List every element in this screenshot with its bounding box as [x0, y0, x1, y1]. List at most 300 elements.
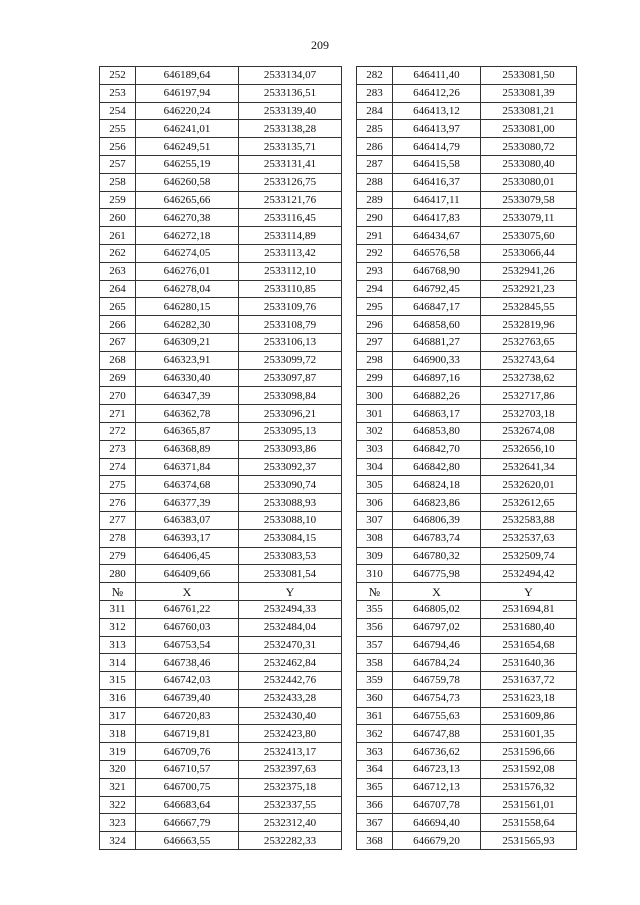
right-y-coordinate: 2531694,81: [481, 600, 577, 618]
left-x-coordinate: 646760,03: [136, 618, 239, 636]
left-y-coordinate: 2533098,84: [239, 387, 342, 405]
column-gap: [342, 351, 357, 369]
table-row: [100, 155, 577, 173]
right-x-coordinate: 646882,26: [393, 387, 481, 405]
left-x-coordinate: 646368,89: [136, 440, 239, 458]
left-y-coordinate: 2533108,79: [239, 316, 342, 334]
left-y-coordinate: 2533139,40: [239, 102, 342, 120]
column-gap: [342, 707, 357, 725]
column-gap: [342, 636, 357, 654]
column-gap: [342, 494, 357, 512]
column-gap: [342, 84, 357, 102]
right-point-number: 366: [357, 796, 393, 814]
right-x-coordinate: 646759,78: [393, 672, 481, 690]
left-x-coordinate: 646371,84: [136, 458, 239, 476]
table-row: [100, 778, 577, 796]
right-y-coordinate: 2531596,66: [481, 743, 577, 761]
column-gap: [342, 672, 357, 690]
left-x-header: X: [136, 583, 239, 601]
right-x-coordinate: 646775,98: [393, 565, 481, 583]
column-gap: [342, 743, 357, 761]
left-point-number: 253: [100, 84, 136, 102]
table-row: [100, 67, 577, 85]
column-gap: [342, 333, 357, 351]
column-gap: [342, 67, 357, 85]
left-point-number: 258: [100, 173, 136, 191]
left-number-header: №: [100, 583, 136, 601]
table-row: [100, 138, 577, 156]
column-gap: [342, 583, 357, 601]
right-x-coordinate: 646784,24: [393, 654, 481, 672]
column-gap: [342, 120, 357, 138]
left-x-coordinate: 646383,07: [136, 511, 239, 529]
right-point-number: 294: [357, 280, 393, 298]
left-x-coordinate: 646220,24: [136, 102, 239, 120]
right-point-number: 295: [357, 298, 393, 316]
right-x-coordinate: 646679,20: [393, 832, 481, 850]
left-x-coordinate: 646663,55: [136, 832, 239, 850]
table-row: [100, 600, 577, 618]
right-y-coordinate: 2531637,72: [481, 672, 577, 690]
column-gap: [342, 316, 357, 334]
left-y-coordinate: 2533088,10: [239, 511, 342, 529]
left-x-coordinate: 646274,05: [136, 244, 239, 262]
left-y-coordinate: 2532312,40: [239, 814, 342, 832]
left-y-coordinate: 2533093,86: [239, 440, 342, 458]
left-x-coordinate: 646280,15: [136, 298, 239, 316]
right-point-number: 301: [357, 405, 393, 423]
left-point-number: 320: [100, 761, 136, 779]
left-y-coordinate: 2532337,55: [239, 796, 342, 814]
right-y-coordinate: 2531558,64: [481, 814, 577, 832]
right-y-coordinate: 2532656,10: [481, 440, 577, 458]
column-gap: [342, 529, 357, 547]
right-y-coordinate: 2532845,55: [481, 298, 577, 316]
left-point-number: 278: [100, 529, 136, 547]
right-x-coordinate: 646768,90: [393, 262, 481, 280]
left-x-coordinate: 646323,91: [136, 351, 239, 369]
column-gap: [342, 796, 357, 814]
left-point-number: 312: [100, 618, 136, 636]
right-x-coordinate: 646842,70: [393, 440, 481, 458]
right-x-coordinate: 646747,88: [393, 725, 481, 743]
right-point-number: 284: [357, 102, 393, 120]
column-gap: [342, 689, 357, 707]
table-row: [100, 476, 577, 494]
left-y-coordinate: 2533110,85: [239, 280, 342, 298]
right-y-coordinate: 2532921,23: [481, 280, 577, 298]
table-row: [100, 244, 577, 262]
left-point-number: 323: [100, 814, 136, 832]
right-x-coordinate: 646694,40: [393, 814, 481, 832]
right-y-coordinate: 2532509,74: [481, 547, 577, 565]
right-point-number: 367: [357, 814, 393, 832]
right-y-coordinate: 2532763,65: [481, 333, 577, 351]
left-x-coordinate: 646374,68: [136, 476, 239, 494]
left-x-coordinate: 646393,17: [136, 529, 239, 547]
left-point-number: 259: [100, 191, 136, 209]
left-y-coordinate: 2533135,71: [239, 138, 342, 156]
table-row: [100, 440, 577, 458]
left-y-coordinate: 2533121,76: [239, 191, 342, 209]
right-point-number: 365: [357, 778, 393, 796]
left-y-coordinate: 2533090,74: [239, 476, 342, 494]
left-point-number: 256: [100, 138, 136, 156]
left-y-coordinate: 2533109,76: [239, 298, 342, 316]
left-x-coordinate: 646282,30: [136, 316, 239, 334]
right-point-number: 304: [357, 458, 393, 476]
left-y-coordinate: 2532470,31: [239, 636, 342, 654]
left-y-coordinate: 2532397,63: [239, 761, 342, 779]
left-x-coordinate: 646270,38: [136, 209, 239, 227]
table-row: [100, 618, 577, 636]
column-gap: [342, 173, 357, 191]
right-point-number: 297: [357, 333, 393, 351]
right-y-coordinate: 2532612,65: [481, 494, 577, 512]
left-point-number: 260: [100, 209, 136, 227]
table-row: [100, 120, 577, 138]
right-point-number: 364: [357, 761, 393, 779]
column-gap: [342, 458, 357, 476]
table-row: [100, 351, 577, 369]
left-x-coordinate: 646189,64: [136, 67, 239, 85]
right-point-number: 287: [357, 155, 393, 173]
table-row: [100, 458, 577, 476]
right-y-header: Y: [481, 583, 577, 601]
table-row: [100, 672, 577, 690]
right-y-coordinate: 2531576,32: [481, 778, 577, 796]
right-point-number: 358: [357, 654, 393, 672]
right-x-coordinate: 646707,78: [393, 796, 481, 814]
column-gap: [342, 565, 357, 583]
right-y-coordinate: 2533080,40: [481, 155, 577, 173]
left-y-coordinate: 2532375,18: [239, 778, 342, 796]
column-gap: [342, 209, 357, 227]
left-point-number: 321: [100, 778, 136, 796]
left-y-coordinate: 2532413,17: [239, 743, 342, 761]
left-x-coordinate: 646309,21: [136, 333, 239, 351]
right-x-coordinate: 646411,40: [393, 67, 481, 85]
right-point-number: 308: [357, 529, 393, 547]
table-row: [100, 173, 577, 191]
table-row: [100, 422, 577, 440]
column-gap: [342, 227, 357, 245]
column-gap: [342, 761, 357, 779]
column-gap: [342, 138, 357, 156]
left-y-coordinate: 2533096,21: [239, 405, 342, 423]
right-x-coordinate: 646823,86: [393, 494, 481, 512]
left-x-coordinate: 646255,19: [136, 155, 239, 173]
left-x-coordinate: 646265,66: [136, 191, 239, 209]
left-point-number: 322: [100, 796, 136, 814]
right-y-coordinate: 2532738,62: [481, 369, 577, 387]
right-x-coordinate: 646412,26: [393, 84, 481, 102]
left-point-number: 266: [100, 316, 136, 334]
left-point-number: 272: [100, 422, 136, 440]
column-gap: [342, 547, 357, 565]
left-point-number: 271: [100, 405, 136, 423]
right-y-coordinate: 2533080,72: [481, 138, 577, 156]
page-number: 209: [311, 38, 329, 52]
column-gap: [342, 280, 357, 298]
right-point-number: 303: [357, 440, 393, 458]
left-y-coordinate: 2533116,45: [239, 209, 342, 227]
right-point-number: 306: [357, 494, 393, 512]
right-point-number: 368: [357, 832, 393, 850]
table-row: [100, 84, 577, 102]
right-point-number: 285: [357, 120, 393, 138]
left-y-coordinate: 2533126,75: [239, 173, 342, 191]
left-point-number: 315: [100, 672, 136, 690]
right-point-number: 359: [357, 672, 393, 690]
right-point-number: 356: [357, 618, 393, 636]
left-x-coordinate: 646330,40: [136, 369, 239, 387]
left-y-coordinate: 2533112,10: [239, 262, 342, 280]
left-x-coordinate: 646738,46: [136, 654, 239, 672]
right-x-coordinate: 646847,17: [393, 298, 481, 316]
right-y-coordinate: 2531609,86: [481, 707, 577, 725]
right-point-number: 298: [357, 351, 393, 369]
table-row: [100, 316, 577, 334]
left-point-number: 254: [100, 102, 136, 120]
left-point-number: 261: [100, 227, 136, 245]
right-point-number: 293: [357, 262, 393, 280]
left-x-coordinate: 646276,01: [136, 262, 239, 280]
left-x-coordinate: 646347,39: [136, 387, 239, 405]
left-point-number: 319: [100, 743, 136, 761]
column-gap: [342, 725, 357, 743]
right-point-number: 292: [357, 244, 393, 262]
right-point-number: 309: [357, 547, 393, 565]
column-gap: [342, 405, 357, 423]
left-y-coordinate: 2532430,40: [239, 707, 342, 725]
right-x-coordinate: 646434,67: [393, 227, 481, 245]
table-row: [100, 191, 577, 209]
right-x-coordinate: 646415,58: [393, 155, 481, 173]
left-x-coordinate: 646720,83: [136, 707, 239, 725]
column-gap: [342, 369, 357, 387]
left-y-coordinate: 2533113,42: [239, 244, 342, 262]
left-x-coordinate: 646710,57: [136, 761, 239, 779]
table-row: [100, 832, 577, 850]
table-row: [100, 280, 577, 298]
left-x-coordinate: 646365,87: [136, 422, 239, 440]
right-x-coordinate: 646792,45: [393, 280, 481, 298]
left-y-coordinate: 2532494,33: [239, 600, 342, 618]
right-y-coordinate: 2533081,21: [481, 102, 577, 120]
left-y-coordinate: 2533114,89: [239, 227, 342, 245]
left-point-number: 275: [100, 476, 136, 494]
left-y-coordinate: 2533106,13: [239, 333, 342, 351]
left-point-number: 324: [100, 832, 136, 850]
left-x-coordinate: 646241,01: [136, 120, 239, 138]
right-number-header: №: [357, 583, 393, 601]
left-y-coordinate: 2533092,37: [239, 458, 342, 476]
right-point-number: 296: [357, 316, 393, 334]
left-x-coordinate: 646700,75: [136, 778, 239, 796]
left-y-coordinate: 2533138,28: [239, 120, 342, 138]
left-y-header: Y: [239, 583, 342, 601]
right-point-number: 357: [357, 636, 393, 654]
column-gap: [342, 244, 357, 262]
right-point-number: 310: [357, 565, 393, 583]
right-point-number: 288: [357, 173, 393, 191]
table-row: [100, 405, 577, 423]
right-x-coordinate: 646723,13: [393, 761, 481, 779]
right-x-coordinate: 646417,83: [393, 209, 481, 227]
left-x-coordinate: 646278,04: [136, 280, 239, 298]
left-point-number: 252: [100, 67, 136, 85]
table-row: [100, 387, 577, 405]
table-row: [100, 102, 577, 120]
table-row: [100, 654, 577, 672]
header-row: [100, 583, 577, 601]
table-row: [100, 227, 577, 245]
left-y-coordinate: 2532442,76: [239, 672, 342, 690]
left-x-coordinate: 646667,79: [136, 814, 239, 832]
right-x-coordinate: 646797,02: [393, 618, 481, 636]
left-point-number: 273: [100, 440, 136, 458]
table-row: [100, 209, 577, 227]
column-gap: [342, 814, 357, 832]
right-point-number: 283: [357, 84, 393, 102]
right-point-number: 363: [357, 743, 393, 761]
right-x-coordinate: 646805,02: [393, 600, 481, 618]
table-row: [100, 369, 577, 387]
right-x-coordinate: 646416,37: [393, 173, 481, 191]
right-x-coordinate: 646897,16: [393, 369, 481, 387]
left-y-coordinate: 2533136,51: [239, 84, 342, 102]
table-row: [100, 689, 577, 707]
right-point-number: 300: [357, 387, 393, 405]
right-y-coordinate: 2533080,01: [481, 173, 577, 191]
right-y-coordinate: 2532620,01: [481, 476, 577, 494]
left-point-number: 262: [100, 244, 136, 262]
right-point-number: 355: [357, 600, 393, 618]
left-x-coordinate: 646260,58: [136, 173, 239, 191]
right-x-coordinate: 646736,62: [393, 743, 481, 761]
table-row: [100, 707, 577, 725]
left-y-coordinate: 2532282,33: [239, 832, 342, 850]
table-row: [100, 494, 577, 512]
column-gap: [342, 262, 357, 280]
table-row: [100, 511, 577, 529]
right-x-coordinate: 646881,27: [393, 333, 481, 351]
left-point-number: 270: [100, 387, 136, 405]
right-y-coordinate: 2532674,08: [481, 422, 577, 440]
table-row: [100, 547, 577, 565]
left-x-coordinate: 646709,76: [136, 743, 239, 761]
right-y-coordinate: 2533081,50: [481, 67, 577, 85]
left-point-number: 279: [100, 547, 136, 565]
right-x-coordinate: 646858,60: [393, 316, 481, 334]
left-y-coordinate: 2532433,28: [239, 689, 342, 707]
left-x-coordinate: 646362,78: [136, 405, 239, 423]
right-y-coordinate: 2532537,63: [481, 529, 577, 547]
right-point-number: 361: [357, 707, 393, 725]
right-point-number: 305: [357, 476, 393, 494]
left-x-coordinate: 646406,45: [136, 547, 239, 565]
table-row: [100, 298, 577, 316]
left-x-coordinate: 646742,03: [136, 672, 239, 690]
table-row: [100, 565, 577, 583]
left-y-coordinate: 2533134,07: [239, 67, 342, 85]
left-point-number: 269: [100, 369, 136, 387]
left-point-number: 311: [100, 600, 136, 618]
right-y-coordinate: 2531601,35: [481, 725, 577, 743]
table-row: [100, 262, 577, 280]
left-point-number: 280: [100, 565, 136, 583]
right-x-coordinate: 646414,79: [393, 138, 481, 156]
right-point-number: 299: [357, 369, 393, 387]
left-point-number: 257: [100, 155, 136, 173]
left-x-coordinate: 646739,40: [136, 689, 239, 707]
left-point-number: 274: [100, 458, 136, 476]
right-y-coordinate: 2532494,42: [481, 565, 577, 583]
right-y-coordinate: 2532941,26: [481, 262, 577, 280]
right-y-coordinate: 2532583,88: [481, 511, 577, 529]
right-x-coordinate: 646413,12: [393, 102, 481, 120]
table-row: [100, 743, 577, 761]
left-y-coordinate: 2533088,93: [239, 494, 342, 512]
right-y-coordinate: 2533079,58: [481, 191, 577, 209]
left-y-coordinate: 2533099,72: [239, 351, 342, 369]
column-gap: [342, 191, 357, 209]
column-gap: [342, 422, 357, 440]
column-gap: [342, 155, 357, 173]
left-x-coordinate: 646249,51: [136, 138, 239, 156]
right-x-coordinate: 646783,74: [393, 529, 481, 547]
left-point-number: 317: [100, 707, 136, 725]
right-x-coordinate: 646754,73: [393, 689, 481, 707]
column-gap: [342, 600, 357, 618]
right-point-number: 362: [357, 725, 393, 743]
column-gap: [342, 654, 357, 672]
right-point-number: 307: [357, 511, 393, 529]
right-x-coordinate: 646712,13: [393, 778, 481, 796]
left-point-number: 255: [100, 120, 136, 138]
right-x-coordinate: 646863,17: [393, 405, 481, 423]
left-x-coordinate: 646272,18: [136, 227, 239, 245]
right-point-number: 290: [357, 209, 393, 227]
right-x-coordinate: 646794,46: [393, 636, 481, 654]
right-y-coordinate: 2531623,18: [481, 689, 577, 707]
right-y-coordinate: 2532743,64: [481, 351, 577, 369]
right-y-coordinate: 2531592,08: [481, 761, 577, 779]
right-x-coordinate: 646842,80: [393, 458, 481, 476]
right-y-coordinate: 2533066,44: [481, 244, 577, 262]
left-y-coordinate: 2532484,04: [239, 618, 342, 636]
left-y-coordinate: 2533131,41: [239, 155, 342, 173]
column-gap: [342, 511, 357, 529]
left-y-coordinate: 2532462,84: [239, 654, 342, 672]
column-gap: [342, 387, 357, 405]
left-y-coordinate: 2532423,80: [239, 725, 342, 743]
column-gap: [342, 778, 357, 796]
right-y-coordinate: 2533075,60: [481, 227, 577, 245]
right-point-number: 289: [357, 191, 393, 209]
right-x-header: X: [393, 583, 481, 601]
right-x-coordinate: 646413,97: [393, 120, 481, 138]
right-y-coordinate: 2531640,36: [481, 654, 577, 672]
table-row: [100, 761, 577, 779]
left-point-number: 264: [100, 280, 136, 298]
column-gap: [342, 476, 357, 494]
right-y-coordinate: 2532819,96: [481, 316, 577, 334]
right-point-number: 302: [357, 422, 393, 440]
left-y-coordinate: 2533083,53: [239, 547, 342, 565]
left-x-coordinate: 646683,64: [136, 796, 239, 814]
